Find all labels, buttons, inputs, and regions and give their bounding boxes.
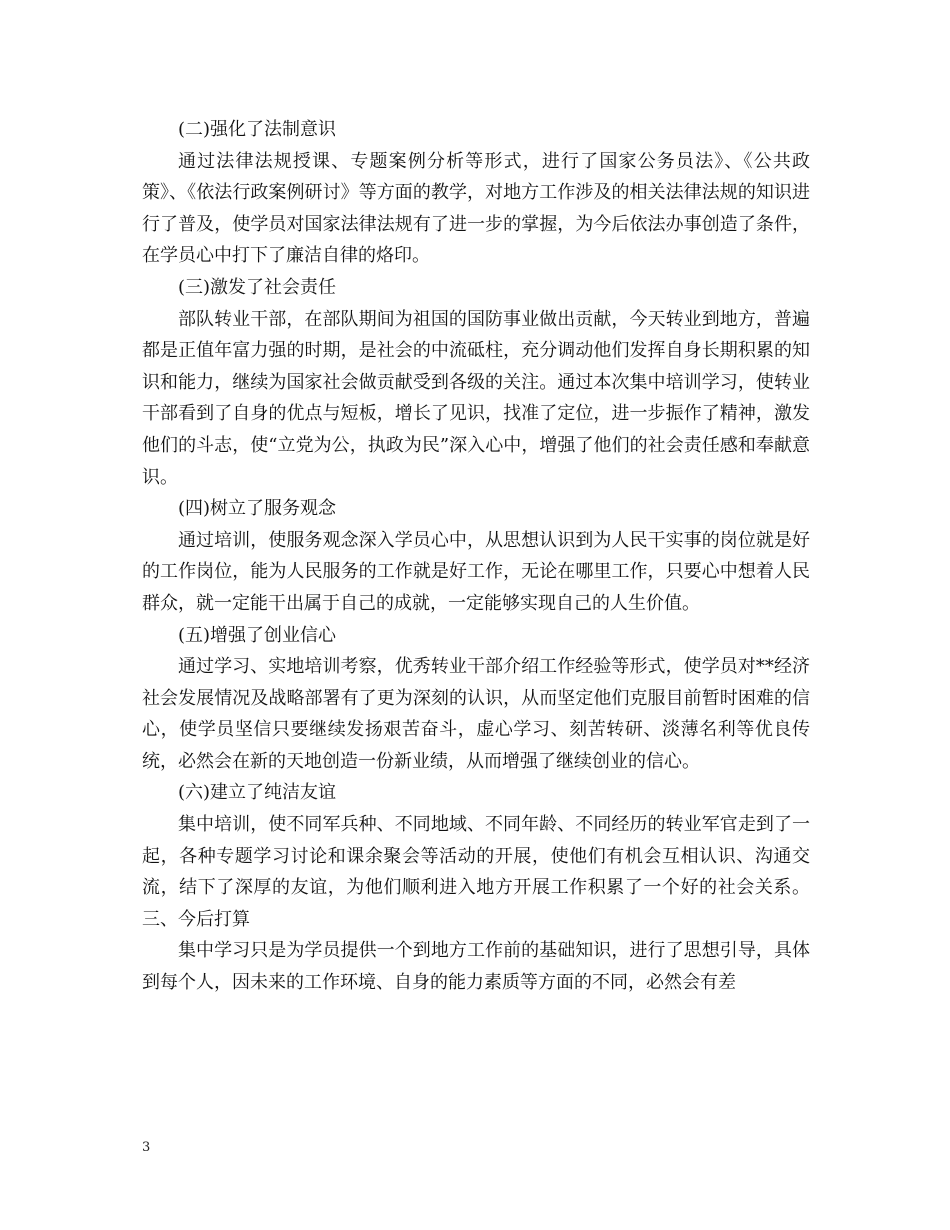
paragraph-confidence: 通过学习、实地培训考察，优秀转业干部介绍工作经验等形式，使学员对**经济社会发展情况及战略部署有了更为深刻的认识，从而坚定他们克服目前暂时困难的信心，使学员坚信只要继续发扬艰苦奋斗，虚心学习、刻苦转研、淡薄名利等优良传统，必然会在新的天地创造一份新业绩，从而增强了继续创业的信心。 <box>142 656 810 772</box>
page-number: 3 <box>142 1140 151 1155</box>
paragraph-law: 通过法律法规授课、专题案例分析等形式，进行了国家公务员法》、《公共政策》、《依法行政案例研讨》等方面的教学，对地方工作涉及的相关法律法规的知识进行了普及，使学员对国家法律法规有了进一步的掌握，为今后依法办事创造了条件，在学员心中打下了廉洁自律的烙印。 <box>142 150 810 267</box>
document-body <box>142 114 810 999</box>
paragraph-future: 集中学习只是为学员提供一个到地方工作前的基础知识，进行了思想引导，具体到每个人，因未来的工作环境、自身的能力素质等方面的不同，必然会有差 <box>142 940 810 994</box>
section-heading-law: (二)强化了法制意识 <box>178 119 337 140</box>
section-heading-service: (四)树立了服务观念 <box>178 498 337 520</box>
paragraph-responsibility: 部队转业干部，在部队期间为祖国的国防事业做出贡献，今天转业到地方，普遍都是正值年富力强的时期，是社会的中流砥柱，充分调动他们发挥自身长期积累的知识和能力，继续为国家社会做贡献受到各级的关注。通过本次集中培训学习，使转业干部看到了自身的优点与短板，增长了见识，找准了定位，进一步振作了精神，激发他们的斗志，使“立党为公，执政为民”深入心中，增强了他们的社会责任感和奉献意识。 <box>142 308 810 488</box>
section-heading-confidence: (五)增强了创业信心 <box>178 624 337 646</box>
section-heading-responsibility: (三)激发了社会责任 <box>178 276 337 298</box>
paragraph-service: 通过培训，使服务观念深入学员心中，从思想认识到为人民干实事的岗位就是好的工作岗位，能为人民服务的工作就是好工作，无论在哪里工作，只要心中想着人民群众，就一定能干出属于自己的成就，一定能够实现自己的人生价值。 <box>142 529 810 614</box>
paragraph-friendship: 集中培训，使不同军兵种、不同地域、不同年龄、不同经历的转业军官走到了一起，各种专题学习讨论和课余聚会等活动的开展，使他们有机会互相认识、沟通交流，结下了深厚的友谊，为他们顺利进入地方开展工作积累了一个好的社会关系。三、今后打算 <box>142 814 810 930</box>
section-heading-friendship: (六)建立了纯洁友谊 <box>178 782 337 804</box>
